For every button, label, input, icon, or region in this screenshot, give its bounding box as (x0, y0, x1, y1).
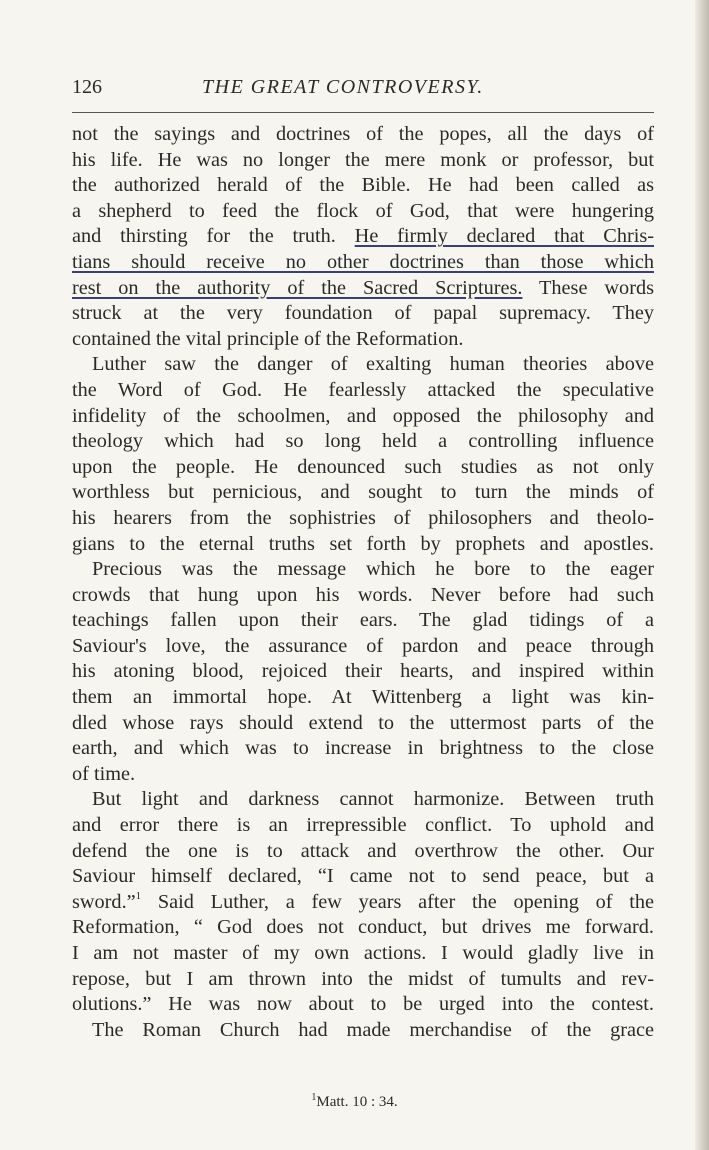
text-line: his life. He was no longer the mere monk or professor, but (72, 148, 654, 171)
text-line (72, 250, 654, 276)
text-line: the Word of God. He fearlessly attacked the speculative (72, 378, 654, 401)
header-rule (72, 112, 654, 113)
text-line: them an immortal hope. At Wittenberg a light was kin- (72, 686, 654, 709)
text-line: his hearers from the sophistries of philosophers and theolo- (72, 506, 654, 529)
footnote-marker: 1 (311, 1092, 317, 1103)
text-line: the authorized herald of the Bible. He had been called as (72, 174, 654, 197)
paragraph-1 (72, 122, 654, 352)
body-text (72, 122, 654, 1043)
text-line: contained the vital principle of the Reformation. (72, 327, 464, 350)
footnote-reference: 1 (135, 889, 142, 902)
text-line: But light and darkness cannot harmonize. Between truth (92, 788, 654, 811)
text-line: Reformation, “ God does not conduct, but drives me forward. (72, 916, 654, 939)
text-line (72, 276, 654, 302)
footnote-text: Matt. 10 : 34. (316, 1094, 398, 1110)
text-line (72, 864, 654, 890)
paragraph-3 (72, 557, 654, 787)
footnote (0, 1094, 709, 1111)
page-number: 126 (72, 76, 102, 98)
text-line: and error there is an irrepressible conflict. To uphold and (72, 814, 654, 837)
text-line: gians to the eternal truths set forth by prophets and apostles. (72, 532, 654, 555)
underlined-text: tians should receive no other doctrines than those which (72, 250, 654, 273)
running-title: THE GREAT CONTROVERSY. (202, 76, 484, 98)
text-line: worthless but pernicious, and sought to turn the minds of (72, 481, 654, 504)
underlined-text: rest on the authority of the Sacred Scriptures. (72, 276, 523, 299)
text-line: The Roman Church had made merchandise of the grace (92, 1018, 654, 1041)
text-line (72, 890, 654, 916)
text-line: upon the people. He denounced such studies as not only (72, 455, 654, 478)
paragraph-2 (72, 352, 654, 557)
text-line: theology which had so long held a controlling influence (72, 430, 654, 453)
text-line: teachings fallen upon their ears. The glad tidings of a (72, 609, 654, 632)
text-segment: Saviour himself declared, “I came not to send peace, but a (72, 865, 654, 888)
text-line: dled whose rays should extend to the uttermost parts of the (72, 711, 654, 734)
text-line: earth, and which was to increase in brightness to the close (72, 737, 654, 760)
text-line: defend the one is to attack and overthrow the other. Our (72, 839, 654, 862)
text-segment: sword.” (72, 890, 136, 913)
text-line: repose, but I am thrown into the midst of tumults and rev- (72, 967, 654, 990)
text-line: Luther saw the danger of exalting human theories above (92, 353, 654, 376)
text-line: olutions.” He was now about to be urged into the contest. (72, 993, 654, 1016)
text-line: his atoning blood, rejoiced their hearts, and inspired within (72, 660, 654, 683)
page-header (72, 76, 654, 106)
text-line: crowds that hung upon his words. Never before had such (72, 583, 654, 606)
text-segment: and thirsting for the truth. (72, 225, 355, 248)
underlined-text: He firmly declared that Chris- (354, 225, 654, 248)
text-segment: These words (522, 276, 654, 299)
paragraph-4 (72, 787, 654, 1017)
paragraph-5 (72, 1018, 654, 1044)
text-line: infidelity of the schoolmen, and opposed the philosophy and (72, 404, 654, 427)
text-segment: Said Luther, a few years after the opening of the (141, 890, 654, 913)
text-line: Precious was the message which he bore to the eager (92, 558, 654, 581)
text-line: a shepherd to feed the flock of God, that were hungering (72, 199, 654, 222)
text-line (72, 224, 654, 250)
text-line: struck at the very foundation of papal supremacy. They (72, 302, 654, 325)
text-line: I am not master of my own actions. I would gladly live in (72, 942, 654, 964)
text-line: Saviour's love, the assurance of pardon and peace through (72, 634, 654, 657)
page-edge-shadow (695, 0, 709, 1150)
text-line: of time. (72, 762, 136, 785)
text-line: not the sayings and doctrines of the popes, all the days of (72, 123, 654, 145)
